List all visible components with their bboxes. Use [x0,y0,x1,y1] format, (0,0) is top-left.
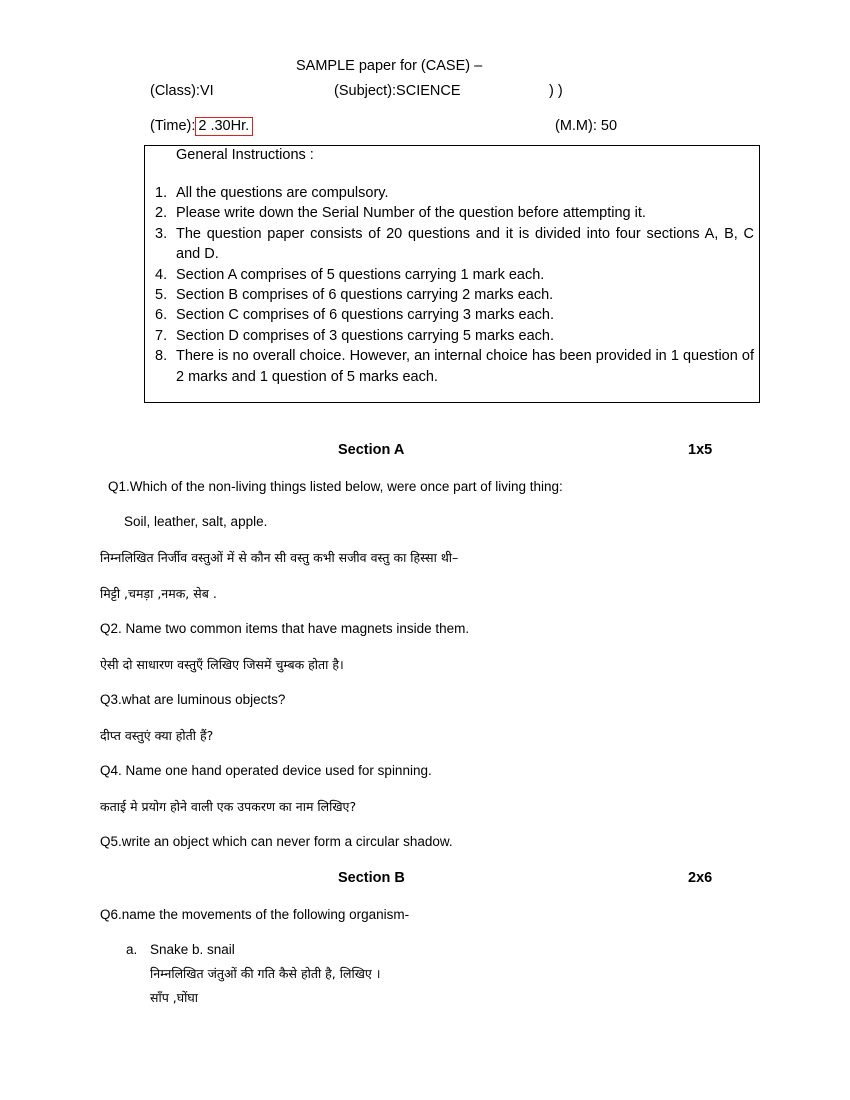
instruction-number: 1. [155,185,168,201]
question-1-items: Soil, leather, salt, apple. [124,514,268,529]
instruction-item [155,183,754,203]
instruction-item [155,326,754,346]
time-value: 2 .30Hr. [195,117,253,136]
instruction-text: There is no overall choice. However, an internal choice has been provided in 1 question of 2 marks and 1 question of 5 marks each. [176,348,754,385]
section-b-marks: 2x6 [688,870,713,886]
question-6: Q6.name the movements of the following organism- [100,907,410,922]
instruction-text: All the questions are compulsory. [176,185,389,201]
max-marks: (M.M): 50 [555,118,618,134]
instruction-number: 8. [155,348,168,365]
instruction-item [155,224,754,265]
instruction-number: 5. [155,287,168,304]
question-6-hindi-items: साँप ,घोंघा [150,990,198,1005]
instruction-text: The question paper consists of 20 questions and it is divided into four sections A, B, C and D. [176,225,754,263]
instructions-title: General Instructions : [176,147,314,163]
question-1: Q1.Which of the non-living things listed below, were once part of living thing: [108,479,563,494]
closing-parens: ) ) [549,83,563,99]
question-3: Q3.what are luminous objects? [100,692,286,707]
instruction-number: 6. [155,307,168,324]
instruction-item [155,203,754,223]
question-1-hindi-items: मिट्टी ,चमड़ा ,नमक, सेब . [100,586,217,601]
instruction-number: 7. [155,327,168,344]
section-a-title: Section A [338,442,405,458]
instruction-text: Section A comprises of 5 questions carrying 1 mark each. [176,266,545,283]
question-4-hindi: कताई मे प्रयोग होने वाली एक उपकरण का नाम लिखिए? [100,799,357,814]
instruction-number: 2. [155,205,168,222]
instructions-list [155,183,754,387]
question-1-hindi: निम्नलिखित निर्जीव वस्तुओं में से कौन सी वस्तु कभी सजीव वस्तु का हिस्सा थी– [100,550,459,565]
question-6-sub-label: a. [126,942,138,957]
question-6-sub-text: Snake b. snail [150,942,235,957]
question-5: Q5.write an object which can never form a circular shadow. [100,834,453,849]
instruction-item [155,346,754,387]
class-label: (Class):VI [150,83,214,99]
question-6-hindi: निम्नलिखित जंतुओं की गति कैसे होती है, लिखिए । [150,966,381,981]
instruction-number: 4. [155,266,168,283]
general-instructions-box [144,145,760,403]
paper-title: SAMPLE paper for (CASE) – [296,58,483,74]
instruction-item [155,265,754,285]
subject-label: (Subject):SCIENCE [334,83,461,99]
section-a-marks: 1x5 [688,442,713,458]
question-3-hindi: दीप्त वस्तुएं क्या होती हैं? [100,728,214,743]
question-4: Q4. Name one hand operated device used for spinning. [100,763,432,778]
instruction-text: Section C comprises of 6 questions carrying 3 marks each. [176,307,554,324]
instruction-text: Section D comprises of 3 questions carrying 5 marks each. [176,327,554,344]
instruction-text: Section B comprises of 6 questions carrying 2 marks each. [176,287,554,304]
instruction-text: Please write down the Serial Number of the question before attempting it. [176,205,646,222]
time-label: (Time): [150,118,196,134]
question-2-hindi: ऐसी दो साधारण वस्तुएँ लिखिए जिसमें चुम्बक होता है। [100,657,344,672]
question-2: Q2. Name two common items that have magnets inside them. [100,621,470,636]
time-row [150,118,253,134]
instruction-number: 3. [155,225,168,242]
section-b-title: Section B [338,870,405,886]
instruction-item [155,285,754,305]
instruction-item [155,305,754,325]
